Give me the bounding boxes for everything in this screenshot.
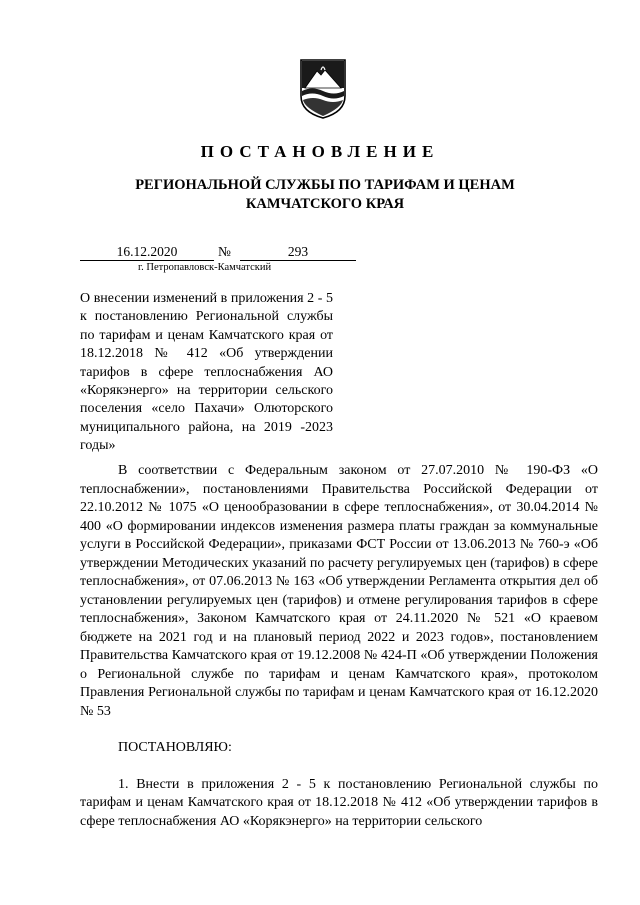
organization-name <box>80 176 570 214</box>
organization-line-1: РЕГИОНАЛЬНОЙ СЛУЖБЫ ПО ТАРИФАМ И ЦЕНАМ <box>135 177 515 193</box>
organization-line-2: КАМЧАТСКОГО КРАЯ <box>245 196 405 212</box>
document-date: 16.12.2020 <box>80 244 214 261</box>
document-body <box>80 462 598 831</box>
item-1-paragraph: 1. Внести в приложения 2 - 5 к постановлению Региональной службы по тарифам и ценам Камчатского края от 18.12.2018 № 412 «Об утверждении тарифов в сфере теплоснабжения АО «Корякэнерго» на территории сельского <box>80 776 598 829</box>
resolve-heading: ПОСТАНОВЛЯЮ: <box>118 740 232 755</box>
number-sign: № <box>218 244 231 259</box>
kamchatka-coat-of-arms-icon <box>299 58 347 120</box>
document-title: ПОСТАНОВЛЕНИЕ <box>200 142 440 161</box>
document-city: г. Петропавловск-Камчатский <box>138 262 272 273</box>
document-number: 293 <box>240 244 356 261</box>
document-subject: О внесении изменений в приложения 2 - 5 к постановлению Региональной службы по тарифам и ценам Камчатского края от 18.12.2018 № 412 «Об утверждении тарифов в сфере теплоснабжения АО «Корякэнерго» на территории сельского поселения «село Пахачи» Олюторского муниципального района, на 2019 -2023 годы» <box>80 291 333 454</box>
preamble-paragraph: В соответствии с Федеральным законом от 27.07.2010 № 190-ФЗ «О теплоснабжении», постановлениями Правительства Российской Федерации от 22.10.2012 № 1075 «О ценообразовании в сфере теплоснабжения», от 30.04.2014 № 400 «О формировании индексов изменения размера платы граждан за коммунальные услуги в Российской Федерации», приказами ФСТ России от 13.06.2013 № 760-э «Об утверждении Методических указаний по расчету регулируемых цен (тарифов) в сфере теплоснабжения», от 07.06.2013 № 163 «Об утверждении Регламента открытия дел об установлении регулируемых цен (тарифов) и отмене регулирования тарифов в сфере теплоснабжения», Законом Камчатского края от 24.11.2020 № 521 «О краевом бюджете на 2021 год и на плановый период 2022 и 2023 годов», постановлением Правительства Камчатского края от 19.12.2008 № 424-П «Об утверждении Положения о Региональной службе по тарифам и ценам Камчатского края», протоколом Правления Региональной службы по тарифам и ценам Камчатского края от 16.12.2020 № 53 <box>80 463 598 719</box>
